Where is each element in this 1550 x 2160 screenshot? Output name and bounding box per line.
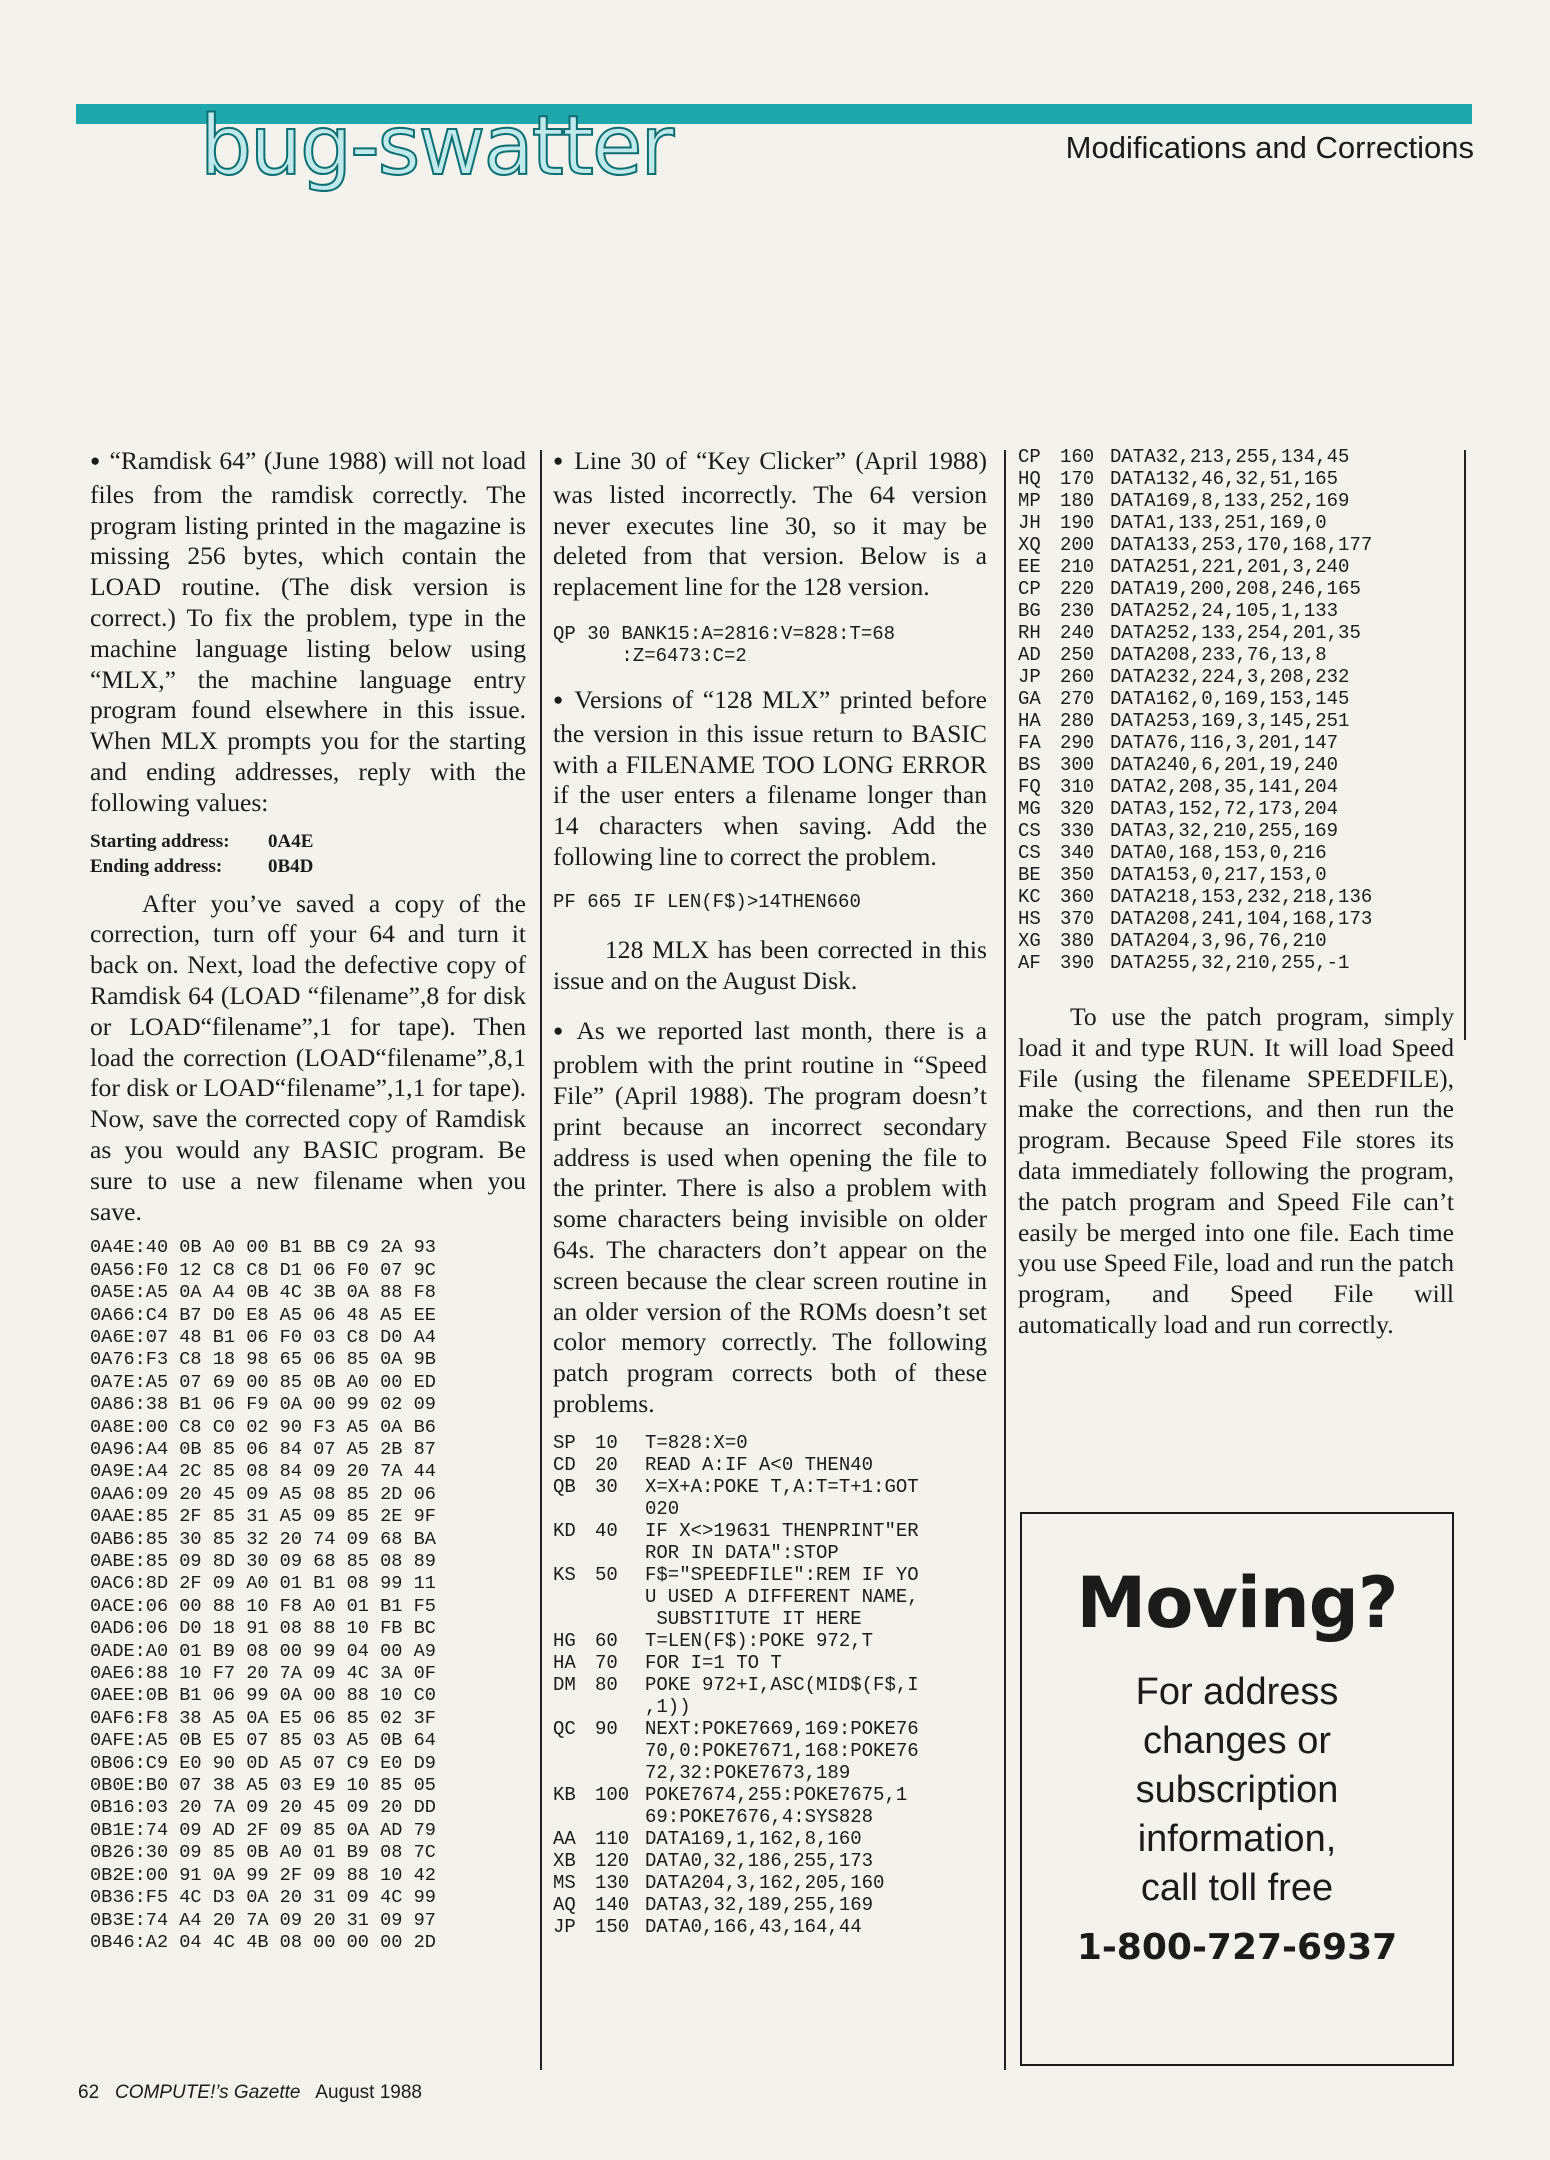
mlx-corrected-paragraph: 128 MLX has been corrected in this issue and on the August Disk. [553, 934, 987, 995]
mlx-paragraph: ● Versions of “128 MLX” printed before the version in this issue return to BASIC with a FILENAME TOO LONG ERROR if the user enters a filename longer than 14 characters when saving. Add the following line to correct the problem. [553, 685, 987, 873]
ad-line-3: subscription [1135, 1769, 1339, 1811]
column-divider-2 [1004, 450, 1006, 2070]
code-line [1018, 600, 1454, 622]
code-line [1018, 446, 1454, 468]
checksum: JP [553, 1915, 576, 1938]
speed-file-paragraph: ● As we reported last month, there is a problem with the print routine in “Speed File” (April 1988). The program doesn’t print because an incorrect secondary address is used when opening the file to the printer. There is also a problem with some characters being invisible on older 64s. The characters don’t appear on the screen because the clear screen routine in an older version of the ROMs doesn’t set color memory correctly. The following patch program corrects both of these problems. [553, 1016, 987, 1419]
column-divider-1 [540, 450, 542, 2070]
code-line [1018, 512, 1454, 534]
line-number: 90 [595, 1717, 618, 1740]
line-number: 60 [595, 1629, 618, 1652]
checksum: FA [1018, 732, 1041, 754]
code-text: DATA0,32,186,255,173 [645, 1849, 874, 1872]
code-line [553, 1916, 987, 1938]
code-text: DATA218,153,232,218,136 [1110, 886, 1373, 908]
checksum: CS [1018, 842, 1041, 864]
code-line [1018, 644, 1454, 666]
hex-line: 0ABE:85 09 8D 30 09 68 85 08 89 [90, 1551, 436, 1573]
patch-usage-paragraph: To use the patch program, simply load it and type RUN. It will load Speed File (using the filename SPEEDFILE), make the corrections, and then run the program. Because Speed File stores its data immediately following the program, the patch program and Speed File can’t easily be merged into one file. Each time you use Speed File, load and run the patch program, and Speed File will automatically load and run correctly. [1018, 1002, 1454, 1339]
section-title: bug-swatter [200, 99, 673, 194]
hex-line: 0B0E:B0 07 38 A5 03 E9 10 85 05 [90, 1775, 436, 1797]
hex-line: 0AE6:88 10 F7 20 7A 09 4C 3A 0F [90, 1663, 436, 1685]
line-number: 250 [1060, 644, 1095, 666]
line-number: 340 [1060, 842, 1095, 864]
code-line [1018, 864, 1454, 886]
line-number: 330 [1060, 820, 1095, 842]
code-text: DATA0,166,43,164,44 [645, 1915, 862, 1938]
checksum: GA [1018, 688, 1041, 710]
code-line [553, 1652, 987, 1674]
code-text: DATA132,46,32,51,165 [1110, 468, 1339, 490]
code-line [1018, 556, 1454, 578]
hex-line: 0A5E:A5 0A A4 0B 4C 3B 0A 88 F8 [90, 1282, 436, 1304]
code-line [553, 1476, 987, 1520]
hex-line: 0A66:C4 B7 D0 E8 A5 06 48 A5 EE [90, 1304, 436, 1326]
line-number: 270 [1060, 688, 1095, 710]
code-text: DATA162,0,169,153,145 [1110, 688, 1350, 710]
checksum: BS [1018, 754, 1041, 776]
checksum: EE [1018, 556, 1041, 578]
ad-body [1022, 1668, 1452, 1913]
ramdisk-instructions: After you’ve saved a copy of the correction, turn off your 64 and turn it back on. Next, load the defective copy of Ramdisk 64 (LOAD “filename”,8 for disk or LOAD“filename”,1 for tape). Then load the correction (LOAD“filename”,8,1 for disk or LOAD“filename”,1,1 for tape). Now, save the corrected copy of Ramdisk as you would any BASIC program. Be sure to use a new filename when you save. [90, 888, 526, 1226]
checksum: AA [553, 1827, 576, 1850]
hex-line: 0A76:F3 C8 18 98 65 06 85 0A 9B [90, 1349, 436, 1371]
hex-line: 0AAE:85 2F 85 31 A5 09 85 2E 9F [90, 1506, 436, 1528]
code-text: X=X+A:POKE T,A:T=T+1:GOT 020 [645, 1475, 919, 1520]
code-text: DATA3,152,72,173,204 [1110, 798, 1339, 820]
ad-line-5: call toll free [1140, 1867, 1334, 1909]
hex-line: 0A9E:A4 2C 85 08 84 09 20 7A 44 [90, 1461, 436, 1483]
hex-line: 0B36:F5 4C D3 0A 20 31 09 4C 99 [90, 1887, 436, 1909]
patch-listing-part-2 [1018, 446, 1454, 974]
checksum: KB [553, 1783, 576, 1806]
hex-line: 0ACE:06 00 88 10 F8 A0 01 B1 F5 [90, 1595, 436, 1617]
hex-line: 0B1E:74 09 AD 2F 09 85 0A AD 79 [90, 1819, 436, 1841]
code-line [1018, 732, 1454, 754]
code-line [553, 1432, 987, 1454]
hex-line: 0B2E:00 91 0A 99 2F 09 88 10 42 [90, 1864, 436, 1886]
checksum: RH [1018, 622, 1041, 644]
line-number: 130 [595, 1871, 630, 1894]
hex-line: 0AD6:06 D0 18 91 08 88 10 FB BC [90, 1618, 436, 1640]
code-text: DATA76,116,3,201,147 [1110, 732, 1339, 754]
code-line [553, 1784, 987, 1828]
line-number: 320 [1060, 798, 1095, 820]
code-text: POKE7674,255:POKE7675,1 69:POKE7676,4:SYS828 [645, 1783, 908, 1828]
hex-line: 0A4E:40 0B A0 00 B1 BB C9 2A 93 [90, 1237, 436, 1259]
code-text: DATA32,213,255,134,45 [1110, 446, 1350, 468]
code-text: DATA204,3,96,76,210 [1110, 930, 1327, 952]
checksum: HQ [1018, 468, 1041, 490]
checksum: JP [1018, 666, 1041, 688]
hex-line: 0B46:A2 04 4C 4B 08 00 00 00 2D [90, 1931, 436, 1953]
checksum: HG [553, 1629, 576, 1652]
checksum: XG [1018, 930, 1041, 952]
code-line [1018, 688, 1454, 710]
line-number: 50 [595, 1563, 618, 1586]
code-line [553, 1630, 987, 1652]
checksum: XB [553, 1849, 576, 1872]
line-number: 280 [1060, 710, 1095, 732]
line-number: 370 [1060, 908, 1095, 930]
hex-line: 0B16:03 20 7A 09 20 45 09 20 DD [90, 1797, 436, 1819]
line-number: 380 [1060, 930, 1095, 952]
code-line [1018, 622, 1454, 644]
checksum: XQ [1018, 534, 1041, 556]
code-text: DATA253,169,3,145,251 [1110, 710, 1350, 732]
checksum: QB [553, 1475, 576, 1498]
code-text: DATA208,233,76,13,8 [1110, 644, 1327, 666]
code-line [1018, 908, 1454, 930]
code-text: DATA252,133,254,201,35 [1110, 622, 1361, 644]
line-number: 200 [1060, 534, 1095, 556]
mlx-code: PF 665 IF LEN(F$)>14THEN660 [553, 890, 861, 913]
checksum: BG [1018, 600, 1041, 622]
code-line [1018, 578, 1454, 600]
section-subtitle: Modifications and Corrections [1065, 130, 1474, 165]
code-line [1018, 886, 1454, 908]
code-text: DATA204,3,162,205,160 [645, 1871, 885, 1894]
line-number: 220 [1060, 578, 1095, 600]
checksum: MP [1018, 490, 1041, 512]
code-line [553, 1828, 987, 1850]
hex-line: 0AF6:F8 38 A5 0A E5 06 85 02 3F [90, 1707, 436, 1729]
hex-listing [90, 1237, 526, 1954]
code-text: T=828:X=0 [645, 1431, 748, 1454]
checksum: JH [1018, 512, 1041, 534]
end-address-value: 0B4D [268, 855, 314, 877]
hex-line: 0B06:C9 E0 90 0D A5 07 C9 E0 D9 [90, 1752, 436, 1774]
line-number: 20 [595, 1453, 618, 1476]
checksum: CP [1018, 578, 1041, 600]
hex-line: 0AA6:09 20 45 09 A5 08 85 2D 06 [90, 1483, 436, 1505]
checksum: CD [553, 1453, 576, 1476]
line-number: 310 [1060, 776, 1095, 798]
column-1 [90, 446, 526, 1954]
code-line [1018, 710, 1454, 732]
checksum: DM [553, 1673, 576, 1696]
code-line [1018, 534, 1454, 556]
code-text: DATA251,221,201,3,240 [1110, 556, 1350, 578]
hex-line: 0A86:38 B1 06 F9 0A 00 99 02 09 [90, 1394, 436, 1416]
line-number: 10 [595, 1431, 618, 1454]
code-line [553, 1872, 987, 1894]
checksum: KC [1018, 886, 1041, 908]
code-text: DATA3,32,210,255,169 [1110, 820, 1339, 842]
line-number: 150 [595, 1915, 630, 1938]
line-number: 100 [595, 1783, 630, 1806]
line-number: 290 [1060, 732, 1095, 754]
page-number: 62 [78, 2082, 100, 2103]
code-text: DATA1,133,251,169,0 [1110, 512, 1327, 534]
code-text: DATA252,24,105,1,133 [1110, 600, 1339, 622]
code-text: IF X<>19631 THENPRINT"ER ROR IN DATA":STOP [645, 1519, 919, 1564]
checksum: HA [1018, 710, 1041, 732]
code-line [1018, 490, 1454, 512]
hex-line: 0ADE:A0 01 B9 08 00 99 04 00 A9 [90, 1640, 436, 1662]
line-number: 300 [1060, 754, 1095, 776]
code-text: DATA255,32,210,255,-1 [1110, 952, 1350, 974]
checksum: FQ [1018, 776, 1041, 798]
line-number: 260 [1060, 666, 1095, 688]
start-address-label: Starting address: [90, 830, 230, 852]
checksum: SP [553, 1431, 576, 1454]
hex-line: 0B3E:74 A4 20 7A 09 20 31 09 97 [90, 1909, 436, 1931]
line-number: 160 [1060, 446, 1095, 468]
line-number: 240 [1060, 622, 1095, 644]
checksum: AQ [553, 1893, 576, 1916]
line-number: 230 [1060, 600, 1095, 622]
code-text: DATA19,200,208,246,165 [1110, 578, 1361, 600]
page-footer [78, 2082, 422, 2104]
code-line [1018, 776, 1454, 798]
code-line [1018, 754, 1454, 776]
line-number: 120 [595, 1849, 630, 1872]
checksum: BE [1018, 864, 1041, 886]
ad-headline: Moving? [1076, 1562, 1398, 1644]
code-text: DATA3,32,189,255,169 [645, 1893, 874, 1916]
hex-line: 0AB6:85 30 85 32 20 74 09 68 BA [90, 1528, 436, 1550]
code-line [1018, 820, 1454, 842]
start-address-value: 0A4E [268, 830, 314, 852]
hex-line: 0A8E:00 C8 C0 02 90 F3 A5 0A B6 [90, 1416, 436, 1438]
code-line [553, 1520, 987, 1564]
ad-line-1: For address [1135, 1671, 1339, 1713]
ramdisk-paragraph: ● “Ramdisk 64” (June 1988) will not load files from the ramdisk correctly. The program listing printed in the magazine is missing 256 bytes, which contain the LOAD routine. (The disk version is correct.) To fix the problem, type in the machine language listing below using “MLX,” the machine language entry program found elsewhere in this issue. When MLX prompts you for the starting and ending addresses, reply with the following values: [90, 446, 526, 819]
code-text: DATA169,8,133,252,169 [1110, 490, 1350, 512]
code-line [553, 1564, 987, 1630]
line-number: 350 [1060, 864, 1095, 886]
hex-line: 0AFE:A5 0B E5 07 85 03 A5 0B 64 [90, 1730, 436, 1752]
checksum: CS [1018, 820, 1041, 842]
hex-line: 0AEE:0B B1 06 99 0A 00 88 10 C0 [90, 1685, 436, 1707]
key-clicker-paragraph: ● Line 30 of “Key Clicker” (April 1988) was listed incorrectly. The 64 version never executes line 30, so it may be deleted from that version. Below is a replacement line for the 128 version. [553, 446, 987, 603]
hex-line: 0A96:A4 0B 85 06 84 07 A5 2B 87 [90, 1438, 436, 1460]
line-number: 170 [1060, 468, 1095, 490]
code-text: F$="SPEEDFILE":REM IF YO U USED A DIFFERENT NAME, SUBSTITUTE IT HERE [645, 1563, 919, 1630]
ad-phone-number: 1-800-727-6937 [1076, 1927, 1398, 1968]
column-3 [1018, 446, 1454, 1341]
checksum: QC [553, 1717, 576, 1740]
moving-ad-box [1020, 1512, 1454, 2066]
code-line [553, 1850, 987, 1872]
end-address-label: Ending address: [90, 855, 223, 877]
code-text: DATA133,253,170,168,177 [1110, 534, 1373, 556]
code-line [553, 1454, 987, 1476]
magazine-name: COMPUTE!’s Gazette [114, 2082, 301, 2103]
code-text: DATA232,224,3,208,232 [1110, 666, 1350, 688]
checksum: MG [1018, 798, 1041, 820]
code-text: FOR I=1 TO T [645, 1651, 782, 1674]
column-divider-3 [1464, 450, 1466, 1040]
code-text: DATA153,0,217,153,0 [1110, 864, 1327, 886]
code-text: DATA2,208,35,141,204 [1110, 776, 1339, 798]
line-number: 70 [595, 1651, 618, 1674]
column-2 [553, 446, 987, 1938]
key-clicker-code: QP 30 BANK15:A=2816:V=828:T=68 :Z=6473:C=2 [553, 622, 896, 667]
code-text: DATA240,6,201,19,240 [1110, 754, 1339, 776]
code-line [553, 1674, 987, 1718]
code-text: NEXT:POKE7669,169:POKE76 70,0:POKE7671,168:POKE76 72,32:POKE7673,189 [645, 1717, 919, 1784]
line-number: 110 [595, 1827, 630, 1850]
code-line [1018, 798, 1454, 820]
code-text: POKE 972+I,ASC(MID$(F$,I ,1)) [645, 1673, 919, 1718]
code-line [1018, 952, 1454, 974]
checksum: KS [553, 1563, 576, 1586]
code-text: DATA208,241,104,168,173 [1110, 908, 1373, 930]
line-number: 390 [1060, 952, 1095, 974]
hex-line: 0AC6:8D 2F 09 A0 01 B1 08 99 11 [90, 1573, 436, 1595]
code-line [553, 1718, 987, 1784]
code-text: DATA0,168,153,0,216 [1110, 842, 1327, 864]
ad-line-2: changes or [1142, 1720, 1331, 1762]
checksum: HS [1018, 908, 1041, 930]
hex-line: 0A56:F0 12 C8 C8 D1 06 F0 07 9C [90, 1259, 436, 1281]
checksum: HA [553, 1651, 576, 1674]
code-text: READ A:IF A<0 THEN40 [645, 1453, 874, 1476]
code-text: T=LEN(F$):POKE 972,T [645, 1629, 874, 1652]
hex-line: 0A7E:A5 07 69 00 85 0B A0 00 ED [90, 1371, 436, 1393]
code-line [553, 1894, 987, 1916]
code-text: DATA169,1,162,8,160 [645, 1827, 862, 1850]
line-number: 210 [1060, 556, 1095, 578]
ad-line-4: information, [1137, 1818, 1337, 1860]
line-number: 190 [1060, 512, 1095, 534]
line-number: 360 [1060, 886, 1095, 908]
checksum: CP [1018, 446, 1041, 468]
checksum: AF [1018, 952, 1041, 974]
code-line [1018, 930, 1454, 952]
hex-line: 0B26:30 09 85 0B A0 01 B9 08 7C [90, 1842, 436, 1864]
line-number: 30 [595, 1475, 618, 1498]
line-number: 140 [595, 1893, 630, 1916]
line-number: 180 [1060, 490, 1095, 512]
line-number: 80 [595, 1673, 618, 1696]
checksum: KD [553, 1519, 576, 1542]
code-line [1018, 842, 1454, 864]
code-line [1018, 468, 1454, 490]
code-line [1018, 666, 1454, 688]
line-number: 40 [595, 1519, 618, 1542]
issue-date: August 1988 [315, 2082, 422, 2103]
checksum: AD [1018, 644, 1041, 666]
address-block [90, 829, 526, 879]
patch-listing-part-1 [553, 1432, 987, 1938]
hex-line: 0A6E:07 48 B1 06 F0 03 C8 D0 A4 [90, 1326, 436, 1348]
checksum: MS [553, 1871, 576, 1894]
